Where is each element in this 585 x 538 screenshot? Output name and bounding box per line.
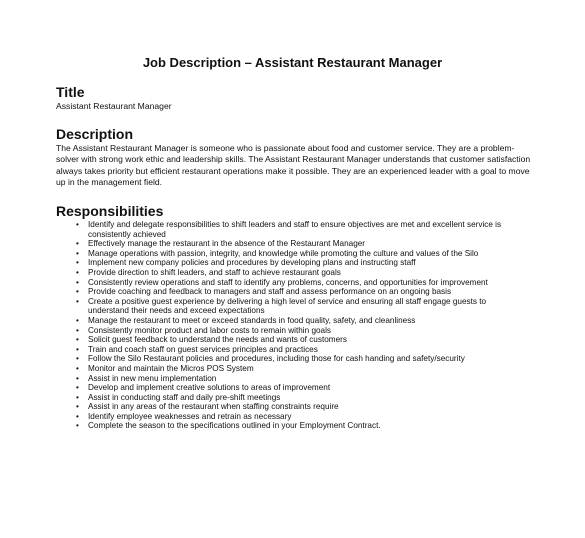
list-item: • Complete the season to the specifications outlined in your Employment Contract.: [76, 421, 528, 431]
list-item: • Provide coaching and feedback to managers and staff and assess performance on an ongoing basis: [76, 287, 528, 297]
list-item: • Consistently review operations and staff to identify any problems, concerns, and opportunities for improvement: [76, 278, 528, 288]
list-item: • Solicit guest feedback to understand the needs and wants of customers: [76, 335, 528, 345]
title-heading: Title: [56, 84, 85, 100]
title-text: Assistant Restaurant Manager: [56, 101, 172, 111]
list-item: • Assist in any areas of the restaurant when staffing constraints require: [76, 402, 528, 412]
list-item: • Identify employee weaknesses and retrain as necessary: [76, 412, 528, 422]
document-title: Job Description – Assistant Restaurant Manager: [142, 55, 443, 70]
list-item: • Manage the restaurant to meet or exceed standards in food quality, safety, and cleanliness: [76, 316, 528, 326]
list-item: • Train and coach staff on guest services principles and practices: [76, 345, 528, 355]
description-section: [56, 126, 534, 189]
responsibilities-list: [76, 220, 528, 431]
list-item: • Effectively manage the restaurant in the absence of the Restaurant Manager: [76, 239, 528, 249]
list-item: • Monitor and maintain the Micros POS System: [76, 364, 528, 374]
title-section: [56, 84, 536, 112]
responsibilities-section: [56, 203, 536, 220]
list-item: • Follow the Silo Restaurant policies and procedures, including those for cash handing and safety/security: [76, 354, 528, 364]
list-item: • Identify and delegate responsibilities to shift leaders and staff to ensure objectives are met and excellent service is consistently achieved: [76, 220, 528, 239]
list-item: • Consistently monitor product and labor costs to remain within goals: [76, 326, 528, 336]
list-item: • Assist in new menu implementation: [76, 374, 528, 384]
list-item: • Create a positive guest experience by delivering a high level of service and ensuring all staff engage guests to understand their needs and exceed expectations: [76, 297, 528, 316]
description-text: The Assistant Restaurant Manager is someone who is passionate about food and customer service. They are a problem-solver with strong work ethic and leadership skills. The Assistant Restaurant Manager understands that customer satisfaction always takes priority but efficient restaurant operations make it possible. They are an experienced leader with a goal to move up in the management field.: [56, 143, 531, 188]
list-item: • Provide direction to shift leaders, and staff to achieve restaurant goals: [76, 268, 528, 278]
list-item: • Assist in conducting staff and daily pre-shift meetings: [76, 393, 528, 403]
list-item: • Develop and implement creative solutions to areas of improvement: [76, 383, 528, 393]
responsibilities-heading: Responsibilities: [56, 203, 164, 219]
list-item: • Manage operations with passion, integrity, and knowledge while promoting the culture and values of the Silo: [76, 249, 528, 259]
description-heading: Description: [56, 126, 134, 142]
list-item: • Implement new company policies and procedures by developing plans and instructing staff: [76, 258, 528, 268]
